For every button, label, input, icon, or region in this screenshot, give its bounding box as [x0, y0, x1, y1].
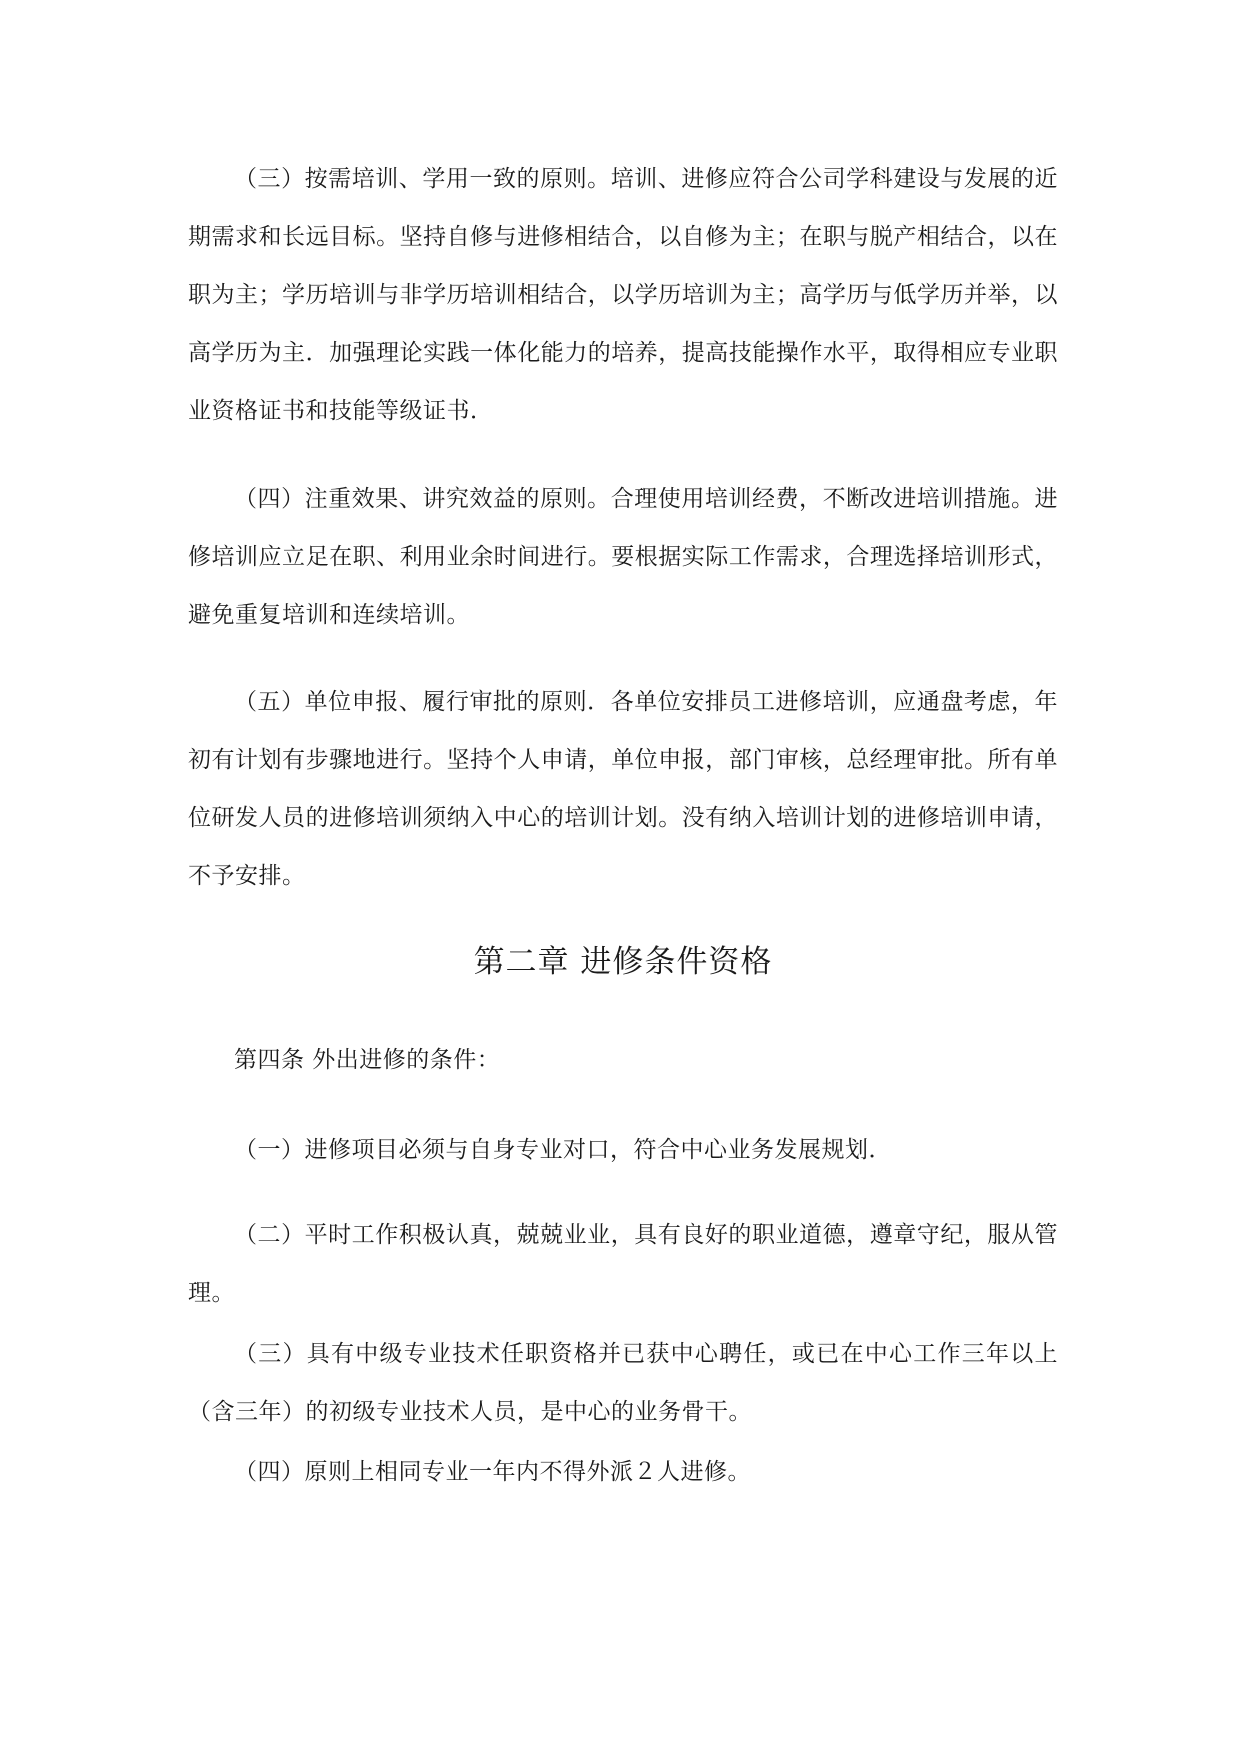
- paragraph-principle-4: （四）注重效果、讲究效益的原则。合理使用培训经费，不断改进培训措施。进修培训应立足在职、利用业余时间进行。要根据实际工作需求，合理选择培训形式，避免重复培训和连续培训。: [188, 486, 1058, 628]
- condition-4: （四）原则上相同专业一年内不得外派２人进修。: [234, 1459, 751, 1485]
- paragraph-principle-5: （五）单位申报、履行审批的原则．各单位安排员工进修培训，应通盘考虑，年初有计划有步骤地进行。坚持个人申请，单位申报，部门审核，总经理审批。所有单位研发人员的进修培训须纳入中心的培训计划。没有纳入培训计划的进修培训申请，不予安排。: [188, 689, 1058, 889]
- chapter-heading: 第二章 进修条件资格: [473, 944, 773, 980]
- article-4-title: 第四条 外出进修的条件：: [234, 1047, 501, 1073]
- condition-1: （一）进修项目必须与自身专业对口，符合中心业务发展规划．: [234, 1137, 892, 1163]
- condition-2: （二）平时工作积极认真，兢兢业业，具有良好的职业道德，遵章守纪，服从管理。: [188, 1222, 1058, 1306]
- paragraph-principle-3: （三）按需培训、学用一致的原则。培训、进修应符合公司学科建设与发展的近期需求和长远目标。坚持自修与进修相结合，以自修为主；在职与脱产相结合，以在职为主；学历培训与非学历培训相结合，以学历培训为主；高学历与低学历并举，以高学历为主．加强理论实践一体化能力的培养，提高技能操作水平，取得相应专业职业资格证书和技能等级证书．: [188, 166, 1058, 424]
- condition-3: （三）具有中级专业技术任职资格并已获中心聘任，或已在中心工作三年以上（含三年）的初级专业技术人员，是中心的业务骨干。: [188, 1341, 1058, 1425]
